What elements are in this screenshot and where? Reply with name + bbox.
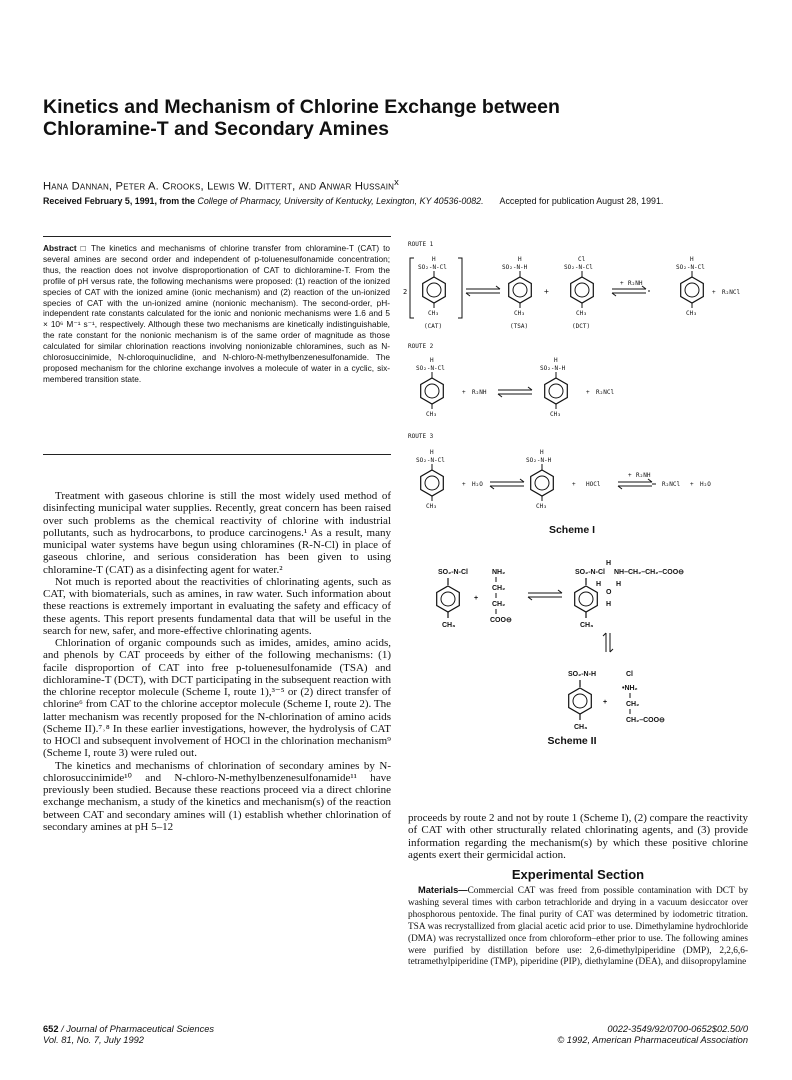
cat-molecule-product [676,256,705,317]
abstract-text: The kinetics and mechanisms of chlorine transfer from chloramine-T (CAT) to several amines are second order and independent of p-toluenesulfonamide concentration; thus, the reaction does not involve disproportionation of CAT to dichloramine-T. From the profile of pH versus rate, the following mechanisms were proposed: (1) reaction of the ionized species of CAT with the ionized amine (ionic mechanism) and (2) reaction of the un-ionized species of CAT with the un-ionized amine (nonionic mechanism). The second-order, pH-independent rate constants calculated for the ionic and nonionic mechanisms were 1.6 and 5 × 10⁶ M⁻¹ s⁻¹, respectively. Although these two mechanisms are kinetically indistinguishable, the rate constant for the nonionic mechanism is of the same order of magnitude as those calculated for similar chlorination reactions involving nonionizable chloramines, such as N-chlorosuccinimide, N-chloroquinuclidine, and N-chloro-N-methylbenzenesulfonamide. The proposed mechanism for the chlorine exchange involves a molecule of water in a cyclic, six-membered transition state. [43,243,391,384]
route-2-label: ROUTE 2 [408,343,434,350]
beta-alanine [490,569,512,624]
svg-text:H: H [616,581,622,588]
equilibrium-arrow [498,387,532,397]
svg-text:H₂O: H₂O [700,481,711,488]
bracket-left [410,258,414,318]
n-chloro-beta-alanine [622,671,665,724]
svg-text:SO₂-N-H: SO₂-N-H [568,671,596,678]
cat-molecule [418,256,447,330]
paragraph: proceeds by route 2 and not by route 1 (Scheme I), (2) compare the reactivity of CAT with other structurally related chlorinating agents, and (3) provide information regarding the mechanism(s) by which these positive chlorine agents exert their germicidal action. [408,812,748,861]
svg-text:COO⊖: COO⊖ [490,617,512,624]
abstract-top-rule [43,236,391,237]
svg-text:H: H [518,256,522,263]
cat-reactant [437,569,468,629]
doi-code: 0022-3549/92/0700-0652$02.50/0 [607,1024,748,1034]
subsection-label: Materials— [418,885,468,895]
equilibrium-arrow [466,286,500,296]
svg-text:+: + [690,481,694,488]
svg-text:CH₂: CH₂ [492,601,506,608]
svg-text:H: H [430,357,434,364]
svg-text:+: + [586,389,590,396]
svg-text:CH₃: CH₃ [550,411,561,418]
abstract-bottom-rule [43,454,391,455]
received-affiliation: College of Pharmacy, University of Kentucky, Lexington, KY 40536-0082. [197,196,484,206]
svg-text:+: + [712,289,716,296]
svg-text:R₂NCl: R₂NCl [722,289,741,296]
page-number: 652 [43,1024,59,1034]
svg-text:+: + [474,595,479,602]
tsa-product [568,671,596,731]
article-title: Kinetics and Mechanism of Chlorine Exchange between Chloramine-T and Secondary Amines [43,96,560,140]
svg-text:SO₂-N-Cl: SO₂-N-Cl [416,365,445,372]
svg-text:CH₃: CH₃ [574,724,588,731]
route-3-label: ROUTE 3 [408,433,434,440]
equilibrium-arrow [528,590,562,600]
experimental-text [408,885,748,969]
svg-text:R₂NCl: R₂NCl [662,481,681,488]
scheme-2 [437,560,684,731]
svg-text:+: + [462,481,466,488]
svg-text:CH₂–COO⊖: CH₂–COO⊖ [626,717,665,724]
svg-text:R₂NH: R₂NH [628,280,643,287]
svg-text:H: H [430,449,434,456]
equilibrium-arrow [490,479,524,489]
svg-text:+: + [620,280,624,287]
paragraph [408,885,748,969]
svg-text:Cl: Cl [578,256,586,263]
materials-text: Commercial CAT was freed from possible contamination with DCT by washing several times with carbon tetrachloride and drying in a vacuum desiccator over phosphorous pentoxide. The final purity of CAT was determined by iodometric titration. TSA was recrystallized from glacial acetic acid prior to use. Dimethylamine hydrochloride (DMA) was recrystallized once from chloroform–ether prior to use. The following amines were purified by distillation before use: 2,6-dimethylpiperidine (DMP), 2,2,6,6-tetramethylpiperidine (TMP), piperidine (PIP), diethylamine (DEA), and diisopropylamine [408,886,748,968]
dct-molecule [564,256,593,330]
equilibrium-arrow [612,286,646,296]
dct-label: (DCT) [572,323,591,330]
paragraph: Not much is reported about the reactivities of chlorinating agents, such as CAT, with biomaterials, such as amines, in raw water. Such information about these reactions is extremely important in evaluating the safety and efficacy of these agents. This report presents fundamental data that will be useful in the search for new, safer, and more-effective chlorinating agents. [43,575,391,637]
paragraph: Chlorination of organic compounds such as imides, amides, amino acids, and phenols by CAT proceeds by either of the following mechanisms: (1) facile disproportion of CAT into free p-toluenesulfonamide (TSA) and dichloramine-T (DCT), with DCT participating in the subsequent reaction with the chlorine receptor molecule (Scheme I, route 1),³⁻⁵ or (2) direct transfer of chlorine⁶ from CAT to the chlorine acceptor molecule (Scheme I, route 2). The latter mechanism was recently proposed for the N-chlorination of amino acids (Scheme II).⁷˒⁸ In these earlier investigations, however, the hydrolysis of CAT to HOCl and subsequent involvement of HOCl in the chlorination mechanism⁹ (Scheme I, route 3) were ruled out. [43,637,391,760]
svg-text:SO₂-N-H: SO₂-N-H [540,365,566,372]
svg-text:SO₂-N-Cl: SO₂-N-Cl [418,264,447,271]
vertical-equilibrium-arrow [603,633,613,652]
paragraph: The kinetics and mechanisms of chlorination of secondary amines by N-chlorosuccinimide¹⁰ and N-chloro-N-methylbenzenesulfonamide¹¹ have previously been studied. Because these reactions proceed via a direct chlorine exchange mechanism, a study of the kinetics and mechanism(s) of the reaction between CAT and secondary amines will (1) establish whether chlorination of secondary amines at pH 5–12 [43,759,391,833]
transition-state [575,560,684,629]
svg-text:SO₂-N-H: SO₂-N-H [526,457,552,464]
bracket-right [458,258,462,318]
abstract-label: Abstract [43,243,77,253]
received-lead: Received February 5, 1991, from the [43,196,198,206]
svg-text:Cl: Cl [626,671,633,678]
author-names: Hana Dannan, Peter A. Crooks, Lewis W. Dittert, and Anwar Hussain [43,180,395,193]
footer-journal [43,1024,214,1046]
cat-label: (CAT) [424,323,443,330]
body-text-left-column [43,490,391,833]
svg-text:+: + [628,472,632,479]
svg-text:H: H [690,256,694,263]
svg-text:CH₃: CH₃ [428,310,439,317]
stoichiometric-coefficient: 2 [403,288,408,296]
section-heading: Experimental Section [511,867,645,882]
body-text-right-column [408,812,748,861]
svg-text:H₂O: H₂O [472,481,483,488]
svg-text:H: H [432,256,436,263]
svg-text:CH₂: CH₂ [626,701,640,708]
copyright: © 1992, American Pharmaceutical Association [557,1035,748,1045]
svg-text:+: + [462,389,466,396]
svg-text:CH₃: CH₃ [576,310,587,317]
svg-text:CH₃: CH₃ [426,503,437,510]
svg-text:H: H [540,449,544,456]
svg-text:CH₃: CH₃ [686,310,697,317]
abstract [43,243,390,385]
reaction-schemes [400,0,760,810]
svg-text:CH₃: CH₃ [442,622,456,629]
svg-text:NH–CH₂–CH₂–COO⊖: NH–CH₂–CH₂–COO⊖ [614,569,685,576]
corresponding-author-mark: x [394,177,400,187]
cat-molecule-route2 [416,357,445,418]
cat-molecule-route3 [416,449,445,510]
svg-text:CH₃: CH₃ [514,310,525,317]
svg-text:+: + [603,699,608,706]
svg-text:SO₂-N-Cl: SO₂-N-Cl [676,264,705,271]
paragraph: Treatment with gaseous chlorine is still the most widely used method of disinfecting municipal water supplies. Recently, great concern has been raised over such problems as the chemical reactivity of chlorine with industrial pollutants, such as hydrocarbons, to produce carcinogens.¹ As a result, many municipal water systems have begun using chloramines (R-N-Cl) in place of gaseous chlorine, and serious consideration has been given to using chloramine-T (CAT) as a disinfecting agent for water.² [43,490,391,576]
abstract-box-icon: □ [80,243,88,253]
svg-text:+: + [544,287,549,296]
svg-text:NH₂: NH₂ [492,569,506,576]
svg-text:SO₂-N-Cl: SO₂-N-Cl [575,569,605,576]
svg-text:CH₂: CH₂ [492,585,506,592]
svg-text:H: H [606,560,612,567]
svg-text:H: H [554,357,558,364]
svg-text:CH₃: CH₃ [536,503,547,510]
svg-text:CH₃: CH₃ [426,411,437,418]
footer-copyright [557,1024,748,1046]
tsa-molecule-route2 [540,357,567,418]
svg-text:SO₂-N-Cl: SO₂-N-Cl [438,569,468,576]
journal-volume: Vol. 81, No. 7, July 1992 [43,1035,144,1045]
equilibrium-arrow [618,479,652,489]
svg-text:R₂NH: R₂NH [472,389,487,396]
scheme-2-caption: Scheme II [547,735,597,747]
journal-name: / Journal of Pharmaceutical Sciences [58,1024,215,1034]
tsa-molecule [502,256,531,330]
svg-text:SO₂-N-H: SO₂-N-H [502,264,528,271]
svg-text:HOCl: HOCl [586,481,601,488]
svg-text:SO₂-N-Cl: SO₂-N-Cl [564,264,593,271]
route-1-label: ROUTE 1 [408,241,434,248]
svg-text:H: H [596,581,602,588]
svg-text:SO₂-N-Cl: SO₂-N-Cl [416,457,445,464]
tsa-molecule-route3 [526,449,553,510]
svg-text:•NH₂: •NH₂ [622,685,638,692]
tsa-label: (TSA) [510,323,529,330]
svg-text:H: H [606,601,612,608]
accepted-date: Accepted for publication August 28, 1991. [499,196,664,206]
svg-text:R₂NH: R₂NH [636,472,651,479]
scheme-1-caption: Scheme I [548,524,596,536]
svg-text:+: + [572,481,576,488]
svg-text:O: O [606,589,612,596]
svg-text:CH₃: CH₃ [580,622,594,629]
scheme-1 [403,241,740,510]
svg-text:R₂NCl: R₂NCl [596,389,615,396]
